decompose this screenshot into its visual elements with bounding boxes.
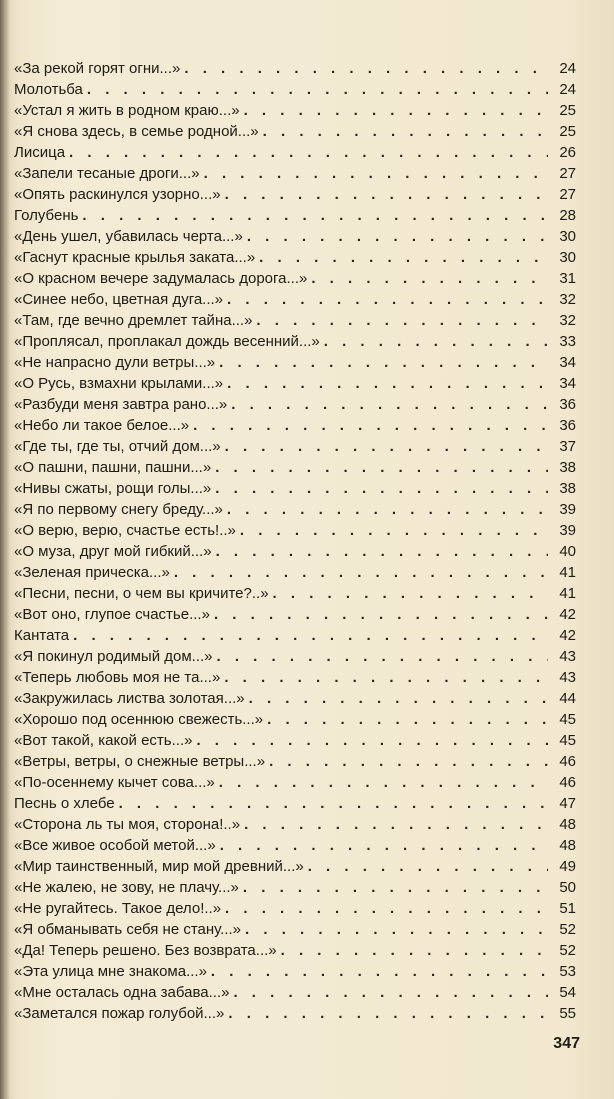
toc-entry-title: «О верю, верю, счастье есть!..» — [14, 522, 236, 539]
toc-entry — [14, 835, 576, 856]
toc-entry — [14, 247, 576, 268]
toc-entry-title: «Заметался пожар голубой...» — [14, 1005, 225, 1022]
toc-dot-leader — [281, 940, 548, 961]
toc-dot-leader — [227, 289, 548, 310]
toc-entry-title: «Вот такой, какой есть...» — [14, 732, 193, 749]
toc-entry-page: 42 — [559, 606, 576, 623]
toc-dot-leader — [219, 352, 548, 373]
toc-dot-leader — [249, 688, 548, 709]
toc-entry-page: 46 — [559, 753, 576, 770]
toc-dot-leader — [216, 541, 548, 562]
toc-entry-title: «Нивы сжаты, рощи голы...» — [14, 480, 212, 497]
toc-entry-page: 42 — [559, 627, 576, 644]
toc-dot-leader — [267, 709, 548, 730]
toc-dot-leader — [214, 604, 548, 625]
toc-dot-leader — [245, 919, 548, 940]
toc-entry-page: 33 — [559, 333, 576, 350]
toc-dot-leader — [269, 751, 548, 772]
toc-entry-page: 47 — [559, 795, 576, 812]
toc-dot-leader — [87, 79, 548, 100]
page-number: 347 — [553, 1035, 580, 1052]
toc-entry-page: 32 — [559, 291, 576, 308]
toc-dot-leader — [225, 436, 548, 457]
toc-dot-leader — [211, 961, 548, 982]
toc-entry — [14, 751, 576, 772]
toc-entry-page: 43 — [559, 648, 576, 665]
toc-entry-title: «Хорошо под осеннюю свежесть...» — [14, 711, 264, 728]
toc-entry-page: 51 — [559, 900, 576, 917]
toc-entry — [14, 352, 576, 373]
toc-entry-title: «Эта улица мне знакома...» — [14, 963, 207, 980]
toc-entry-title: Молотьба — [14, 81, 83, 98]
toc-dot-leader — [244, 100, 548, 121]
toc-entry-title: «Вот оно, глупое счастье...» — [14, 606, 210, 623]
toc-entry-title: «Запели тесаные дроги...» — [14, 165, 200, 182]
toc-entry-title: «По-осеннему кычет сова...» — [14, 774, 215, 791]
toc-dot-leader — [196, 730, 548, 751]
toc-entry-title: «Гаснут красные крылья заката...» — [14, 249, 256, 266]
toc-entry — [14, 793, 576, 814]
toc-dot-leader — [244, 814, 548, 835]
toc-entry-page: 31 — [559, 270, 576, 287]
toc-entry-page: 39 — [559, 522, 576, 539]
toc-dot-leader — [231, 394, 548, 415]
toc-entry — [14, 898, 576, 919]
toc-dot-leader — [174, 562, 548, 583]
toc-dot-leader — [273, 583, 548, 604]
toc-dot-leader — [224, 667, 548, 688]
toc-dot-leader — [233, 982, 548, 1003]
toc-dot-leader — [308, 856, 548, 877]
toc-entry-title: Кантата — [14, 627, 70, 644]
toc-entry-title: «Там, где вечно дремлет тайна...» — [14, 312, 253, 329]
toc-dot-leader — [119, 793, 548, 814]
toc-entry-title: «О красном вечере задумалась дорога...» — [14, 270, 308, 287]
toc-entry — [14, 373, 576, 394]
toc-entry-page: 34 — [559, 354, 576, 371]
toc-entry-page: 43 — [559, 669, 576, 686]
toc-entry-title: «Я покинул родимый дом...» — [14, 648, 213, 665]
toc-entry — [14, 520, 576, 541]
toc-entry-page: 45 — [559, 732, 576, 749]
toc-entry-title: «Мне осталась одна забава...» — [14, 984, 230, 1001]
toc-entry-page: 32 — [559, 312, 576, 329]
toc-entry — [14, 457, 576, 478]
toc-entry — [14, 79, 576, 100]
toc-entry — [14, 163, 576, 184]
toc-entry — [14, 58, 576, 79]
toc-dot-leader — [225, 184, 548, 205]
toc-entry-title: «О пашни, пашни, пашни...» — [14, 459, 212, 476]
toc-entry-page: 41 — [559, 585, 576, 602]
toc-entry-title: «Да! Теперь решено. Без возврата...» — [14, 942, 277, 959]
toc-entry — [14, 625, 576, 646]
toc-dot-leader — [219, 772, 548, 793]
toc-entry — [14, 310, 576, 331]
toc-entry-title: «Сторона ль ты моя, сторона!..» — [14, 816, 241, 833]
toc-entry-title: «Мир таинственный, мир мой древний...» — [14, 858, 304, 875]
toc-entry-page: 46 — [559, 774, 576, 791]
toc-entry — [14, 268, 576, 289]
toc-entry — [14, 562, 576, 583]
toc-entry-title: Песнь о хлебе — [14, 795, 115, 812]
toc-dot-leader — [215, 457, 548, 478]
toc-entry-title: «Синее небо, цветная дуга...» — [14, 291, 224, 308]
toc-entry-page: 44 — [559, 690, 576, 707]
toc-entry-page: 49 — [559, 858, 576, 875]
toc-entry-title: «Не жалею, не зову, не плачу...» — [14, 879, 239, 896]
toc-entry-page: 39 — [559, 501, 576, 518]
toc-entry — [14, 709, 576, 730]
toc-entry — [14, 814, 576, 835]
toc-entry — [14, 982, 576, 1003]
toc-entry-title: «Я снова здесь, в семье родной...» — [14, 123, 259, 140]
toc-entry-title: «Разбуди меня завтра рано...» — [14, 396, 228, 413]
toc-entry — [14, 436, 576, 457]
toc-entry-title: «Устал я жить в родном краю...» — [14, 102, 240, 119]
toc-dot-leader — [256, 310, 548, 331]
toc-dot-leader — [259, 247, 548, 268]
toc-entry-page: 30 — [559, 249, 576, 266]
toc-entry-title: «О Русь, взмахни крылами...» — [14, 375, 224, 392]
toc-entry — [14, 184, 576, 205]
page-spine-shadow — [0, 0, 10, 1099]
toc-entry-page: 28 — [559, 207, 576, 224]
toc-entry-title: «Закружилась листва золотая...» — [14, 690, 245, 707]
toc-entry — [14, 499, 576, 520]
toc-dot-leader — [225, 898, 548, 919]
toc-entry-title: Лисица — [14, 144, 66, 161]
toc-entry-page: 45 — [559, 711, 576, 728]
toc-dot-leader — [263, 121, 548, 142]
toc-entry-page: 36 — [559, 417, 576, 434]
toc-entry-page: 50 — [559, 879, 576, 896]
toc-dot-leader — [240, 520, 548, 541]
toc-dot-leader — [193, 415, 548, 436]
toc-entry — [14, 688, 576, 709]
toc-dot-leader — [243, 877, 548, 898]
toc-entry-page: 30 — [559, 228, 576, 245]
toc-entry-title: «Все живое особой метой...» — [14, 837, 216, 854]
toc-dot-leader — [324, 331, 548, 352]
toc-entry-page: 25 — [559, 123, 576, 140]
toc-entry — [14, 205, 576, 226]
toc-entry — [14, 415, 576, 436]
toc-entry-page: 24 — [559, 81, 576, 98]
toc-dot-leader — [82, 205, 548, 226]
toc-entry — [14, 856, 576, 877]
toc-entry — [14, 394, 576, 415]
toc-entry-page: 36 — [559, 396, 576, 413]
toc-entry-page: 37 — [559, 438, 576, 455]
toc-entry-page: 38 — [559, 459, 576, 476]
toc-entry — [14, 961, 576, 982]
toc-dot-leader — [215, 478, 548, 499]
toc-entry-page: 52 — [559, 921, 576, 938]
toc-entry — [14, 772, 576, 793]
toc-entry — [14, 583, 576, 604]
toc-entry-title: «Песни, песни, о чем вы кричите?..» — [14, 585, 269, 602]
toc-entry-page: 48 — [559, 837, 576, 854]
toc-entry-title: «Ветры, ветры, о снежные ветры...» — [14, 753, 266, 770]
toc-entry-page: 40 — [559, 543, 576, 560]
toc-dot-leader — [227, 499, 548, 520]
toc-entry-title: «Не ругайтесь. Такое дело!..» — [14, 900, 222, 917]
toc-entry-title: «Опять раскинулся узорно...» — [14, 186, 221, 203]
toc-entry-title: «За рекой горят огни...» — [14, 60, 181, 77]
table-of-contents — [14, 58, 576, 1024]
toc-dot-leader — [73, 625, 548, 646]
toc-entry — [14, 226, 576, 247]
toc-entry — [14, 940, 576, 961]
toc-entry-page: 27 — [559, 186, 576, 203]
toc-entry-page: 26 — [559, 144, 576, 161]
toc-entry-page: 41 — [559, 564, 576, 581]
toc-entry-title: «Зеленая прическа...» — [14, 564, 170, 581]
toc-entry — [14, 331, 576, 352]
toc-entry — [14, 877, 576, 898]
toc-dot-leader — [69, 142, 548, 163]
toc-entry-title: Голубень — [14, 207, 79, 224]
toc-entry — [14, 100, 576, 121]
toc-entry-title: «Теперь любовь моя не та...» — [14, 669, 221, 686]
toc-entry — [14, 142, 576, 163]
toc-entry-title: «Проплясал, проплакал дождь весенний...» — [14, 333, 320, 350]
toc-entry-page: 38 — [559, 480, 576, 497]
toc-entry-title: «Я по первому снегу бреду...» — [14, 501, 223, 518]
toc-entry-page: 53 — [559, 963, 576, 980]
toc-entry-title: «Не напрасно дули ветры...» — [14, 354, 216, 371]
toc-entry-title: «Я обманывать себя не стану...» — [14, 921, 242, 938]
toc-entry — [14, 478, 576, 499]
toc-dot-leader — [204, 163, 548, 184]
toc-entry-page: 48 — [559, 816, 576, 833]
toc-entry-title: «Небо ли такое белое...» — [14, 417, 190, 434]
toc-entry — [14, 1003, 576, 1024]
toc-entry — [14, 604, 576, 625]
toc-entry-title: «День ушел, убавилась черта...» — [14, 228, 243, 245]
toc-entry — [14, 646, 576, 667]
toc-entry — [14, 121, 576, 142]
toc-dot-leader — [227, 373, 548, 394]
toc-entry-page: 34 — [559, 375, 576, 392]
toc-entry-page: 25 — [559, 102, 576, 119]
toc-entry-page: 54 — [559, 984, 576, 1001]
toc-dot-leader — [184, 58, 548, 79]
toc-entry-page: 52 — [559, 942, 576, 959]
toc-entry-title: «Где ты, где ты, отчий дом...» — [14, 438, 221, 455]
toc-entry — [14, 919, 576, 940]
toc-entry-page: 27 — [559, 165, 576, 182]
toc-entry — [14, 541, 576, 562]
toc-entry-page: 24 — [559, 60, 576, 77]
toc-entry-page: 55 — [559, 1005, 576, 1022]
toc-dot-leader — [247, 226, 548, 247]
toc-dot-leader — [220, 835, 548, 856]
toc-entry — [14, 289, 576, 310]
toc-entry — [14, 667, 576, 688]
toc-entry-title: «О муза, друг мой гибкий...» — [14, 543, 212, 560]
toc-entry — [14, 730, 576, 751]
toc-dot-leader — [228, 1003, 548, 1024]
toc-dot-leader — [311, 268, 548, 289]
toc-dot-leader — [217, 646, 548, 667]
